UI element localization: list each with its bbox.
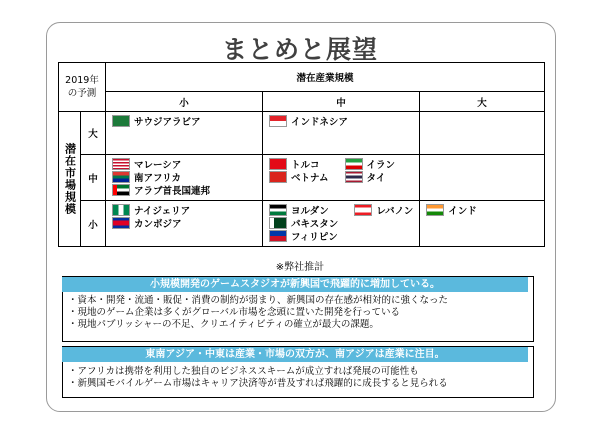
turkey-flag-icon bbox=[269, 158, 287, 170]
estimate-note: ※弊社推計 bbox=[275, 262, 325, 273]
country-nigeria: ナイジェリア bbox=[112, 204, 256, 216]
year-line-1: 2019年 bbox=[65, 75, 99, 86]
row-medium: 中 bbox=[81, 155, 106, 201]
nigeria-flag-icon bbox=[112, 204, 130, 216]
section1-bullet: ・資本・開発・流通・販促・消費の制約が弱まり、新興国の存在感が相対的に強くなった bbox=[68, 295, 449, 306]
section1-bullet: ・現地のゲーム企業は多くがグローバル市場を念頭に置いた開発を行っている bbox=[68, 307, 401, 318]
south-africa-flag-icon bbox=[112, 171, 130, 183]
country-vietnam: ベトナム bbox=[269, 171, 329, 183]
country-lebanon: レバノン bbox=[354, 204, 413, 216]
year-label bbox=[59, 63, 106, 112]
year-line-2: の予測 bbox=[67, 88, 97, 99]
market-header-cell bbox=[59, 112, 81, 247]
country-south-africa: 南アフリカ bbox=[112, 171, 256, 183]
malaysia-flag-icon bbox=[112, 158, 130, 170]
country-pakistan: パキスタン bbox=[269, 217, 338, 229]
country-jordan: ヨルダン bbox=[269, 204, 338, 216]
section2-bullet: ・新興国モバイルゲーム市場はキャリア決済等が普及すれば飛躍的に成長すると見られる bbox=[68, 378, 448, 389]
lebanon-flag-icon bbox=[354, 204, 372, 216]
row-large: 大 bbox=[81, 112, 106, 155]
country-philippines: フィリピン bbox=[269, 230, 338, 242]
cambodia-flag-icon bbox=[112, 217, 130, 229]
cell-r2-c1 bbox=[263, 201, 420, 247]
thailand-flag-icon bbox=[345, 171, 363, 183]
cell-r1-c1 bbox=[263, 155, 420, 201]
section2-bullets bbox=[64, 366, 448, 390]
section1-heading: 小規模開発のゲームスタジオが新興国で飛躍的に増加している。 bbox=[62, 277, 528, 292]
iran-flag-icon bbox=[345, 158, 363, 170]
country-cambodia: カンボジア bbox=[112, 217, 256, 229]
section2-heading: 東南アジア・中東は産業・市場の双方が、南アジアは産業に注目。 bbox=[62, 347, 528, 362]
cell-r2-c2 bbox=[420, 201, 545, 247]
cell-r1-c2 bbox=[420, 155, 545, 201]
pakistan-flag-icon bbox=[269, 217, 287, 229]
section1-bullets bbox=[64, 295, 448, 331]
forecast-matrix bbox=[58, 62, 545, 112]
col-large: 大 bbox=[420, 92, 545, 112]
jordan-flag-icon bbox=[269, 204, 287, 216]
cell-r0-c2 bbox=[420, 112, 545, 155]
country-india: インド bbox=[426, 204, 538, 216]
country-thailand: タイ bbox=[345, 171, 396, 183]
cell-r1-c0 bbox=[106, 155, 263, 201]
row-small: 小 bbox=[81, 201, 106, 247]
cell-r0-c0 bbox=[106, 112, 263, 155]
indonesia-flag-icon bbox=[269, 115, 287, 127]
col-medium: 中 bbox=[263, 92, 420, 112]
saudi-flag-icon bbox=[112, 115, 130, 127]
country-uae: アラブ首長国連邦 bbox=[112, 184, 256, 196]
philippines-flag-icon bbox=[269, 230, 287, 242]
country-indonesia: インドネシア bbox=[269, 115, 413, 127]
col-small: 小 bbox=[106, 92, 263, 112]
section2-bullet: ・アフリカは携帯を利用した独自のビジネススキームが成立すれば発展の可能性も bbox=[68, 366, 419, 377]
vietnam-flag-icon bbox=[269, 171, 287, 183]
uae-flag-icon bbox=[112, 184, 130, 196]
country-iran: イラン bbox=[345, 158, 396, 170]
india-flag-icon bbox=[426, 204, 444, 216]
market-header: 潜在市場規模 bbox=[63, 143, 77, 215]
forecast-matrix-body bbox=[58, 111, 545, 247]
page-title: まとめと展望 bbox=[221, 35, 378, 64]
country-malaysia: マレーシア bbox=[112, 158, 256, 170]
potential-industry-header: 潜在産業規模 bbox=[106, 63, 545, 92]
cell-r0-c1 bbox=[263, 112, 420, 155]
section1-bullet: ・現地パブリッシャーの不足、クリエイティビティの確立が最大の課題。 bbox=[68, 319, 379, 330]
cell-r2-c0 bbox=[106, 201, 263, 247]
country-saudi-arabia: サウジアラビア bbox=[112, 115, 256, 127]
country-turkey: トルコ bbox=[269, 158, 329, 170]
